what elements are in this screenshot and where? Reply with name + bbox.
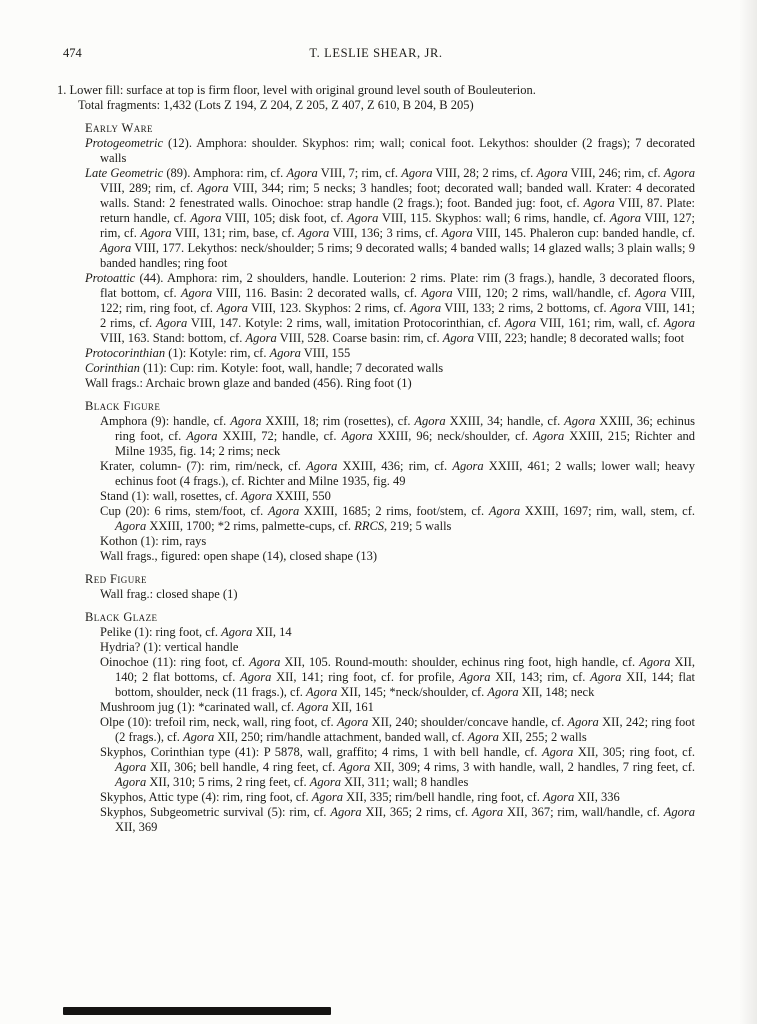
section-heading: Black Glaze [85, 610, 158, 624]
page-content [57, 46, 695, 835]
running-head: T. LESLIE SHEAR, JR. [309, 46, 443, 60]
catalog-entry: Protoattic (44). Amphora: rim, 2 shoulders, handle. Louterion: 2 rims. Plate: rim (3 frags.), handle, 3 decorated floors, flat bottom, cf. Agora VIII, 116. Basin: 2 decorated walls, cf. Agora VIII, 120; 2 rims, wall/handle, cf. Agora VIII, 122; rim, ring foot, cf. Agora VIII, 123. Skyphos: 2 rims, cf. Agora VIII, 133; 2 rims, 2 bottoms, cf. Agora VIII, 141; 2 rims, cf. Agora VIII, 147. Kotyle: 2 rims, wall, imitation Protocorinthian, cf. Agora VIII, 161; rim, wall, cf. Agora VIII, 163. Stand: bottom, cf. Agora VIII, 528. Coarse basin: rim, cf. Agora VIII, 223; handle; 8 decorated walls; foot [85, 271, 696, 345]
scan-artifact-bar [63, 1007, 331, 1015]
deposit-entry [57, 83, 695, 113]
entry-first-line [57, 83, 695, 98]
catalog-entry: Kothon (1): rim, rays [100, 534, 207, 548]
scan-edge-shading [739, 0, 757, 1024]
catalog-section [57, 610, 695, 835]
section-heading: Black Figure [85, 399, 161, 413]
entry-number: 1. [57, 83, 67, 97]
catalog-entry: Skyphos, Attic type (4): rim, ring foot, cf. Agora XII, 335; rim/bell handle, ring foot, cf. Agora XII, 336 [100, 790, 620, 804]
catalog-section [57, 399, 695, 564]
catalog-entry: Late Geometric (89). Amphora: rim, cf. Agora VIII, 7; rim, cf. Agora VIII, 28; 2 rims, cf. Agora VIII, 246; rim, cf. Agora VIII, 289; rim, cf. Agora VIII, 344; rim; 5 necks; 3 handles; foot; decorated wall; banded wall. Krater: 4 decorated walls. Stand: 2 fenestrated walls. Oinochoe: strap handle (2 frags.); foot. Banded jug: foot, cf. Agora VIII, 87. Plate: return handle, cf. Agora VIII, 105; disk foot, cf. Agora VIII, 115. Skyphos: wall; 6 rims, handle, cf. Agora VIII, 127; rim, cf. Agora VIII, 131; rim, base, cf. Agora VIII, 136; 3 rims, cf. Agora VIII, 145. Phaleron cup: banded handle, cf. Agora VIII, 177. Lekythos: neck/shoulder; 5 rims; 9 decorated walls; 4 banded walls; 14 glazed walls; 3 plain walls; 9 banded handles; ring foot [85, 166, 696, 270]
catalog-entry: Wall frag.: closed shape (1) [100, 587, 238, 601]
section-heading: Early Ware [85, 121, 153, 135]
catalog-section [57, 572, 695, 602]
catalog-entry: Skyphos, Corinthian type (41): P 5878, wall, graffito; 4 rims, 1 with bell handle, cf. Agora XII, 305; ring foot, cf. Agora XII, 306; bell handle, 4 ring feet, cf. Agora XII, 309; 4 rims, 3 with handle, wall, 2 handles, 7 ring feet, cf. Agora XII, 310; 5 rims, 2 ring feet, cf. Agora XII, 311; wall; 8 handles [100, 745, 696, 789]
catalog-entry: Skyphos, Subgeometric survival (5): rim, cf. Agora XII, 365; 2 rims, cf. Agora XII, 367; rim, wall/handle, cf. Agora XII, 369 [100, 805, 695, 834]
catalog-entry: Oinochoe (11): ring foot, cf. Agora XII, 105. Round-mouth: shoulder, echinus ring foot, high handle, cf. Agora XII, 140; 2 flat bottoms, cf. Agora XII, 141; ring foot, cf. for profile, Agora XII, 143; rim, cf. Agora XII, 144; flat bottom, shoulder, neck (11 frags.), cf. Agora XII, 145; *neck/shoulder, cf. Agora XII, 148; neck [100, 655, 695, 699]
catalog-entry: Amphora (9): handle, cf. Agora XXIII, 18; rim (rosettes), cf. Agora XXIII, 34; handle, cf. Agora XXIII, 36; echinus ring foot, cf. Agora XXIII, 72; handle, cf. Agora XXIII, 96; neck/shoulder, cf. Agora XXIII, 215; Richter and Milne 1935, fig. 14; 2 rims; neck [100, 414, 696, 458]
catalog-entry: Olpe (10): trefoil rim, neck, wall, ring foot, cf. Agora XII, 240; shoulder/concave handle, cf. Agora XII, 242; ring foot (2 frags.), cf. Agora XII, 250; rim/handle attachment, banded wall, cf. Agora XII, 255; 2 walls [100, 715, 695, 744]
catalog-entry: Cup (20): 6 rims, stem/foot, cf. Agora XXIII, 1685; 2 rims, foot/stem, cf. Agora XXIII, 1697; rim, wall, stem, cf. Agora XXIII, 1700; *2 rims, palmette-cups, cf. RRCS, 219; 5 walls [100, 504, 695, 533]
catalog-entry: Mushroom jug (1): *carinated wall, cf. Agora XII, 161 [100, 700, 374, 714]
catalog-entry: Wall frags.: Archaic brown glaze and banded (456). Ring foot (1) [85, 376, 412, 390]
catalog-entry: Protogeometric (12). Amphora: shoulder. Skyphos: rim; wall; conical foot. Lekythos: shoulder (2 frags); 7 decorated walls [85, 136, 695, 165]
page-header [57, 46, 695, 61]
entry-total-fragments: Total fragments: 1,432 (Lots Z 194, Z 204, Z 205, Z 407, Z 610, B 204, B 205) [78, 98, 474, 112]
catalog-entry: Protocorinthian (1): Kotyle: rim, cf. Agora VIII, 155 [85, 346, 351, 360]
catalog-entry: Hydria? (1): vertical handle [100, 640, 239, 654]
section-heading: Red Figure [85, 572, 147, 586]
catalog-entry: Corinthian (11): Cup: rim. Kotyle: foot, wall, handle; 7 decorated walls [85, 361, 444, 375]
entry-lead-text: Lower fill: surface at top is firm floor, level with original ground level south of Bouleuterion. [69, 83, 536, 97]
catalog-section [57, 121, 695, 391]
sections [57, 121, 695, 835]
catalog-entry: Pelike (1): ring foot, cf. Agora XII, 14 [100, 625, 292, 639]
catalog-entry: Stand (1): wall, rosettes, cf. Agora XXIII, 550 [100, 489, 331, 503]
catalog-entry: Krater, column- (7): rim, rim/neck, cf. Agora XXIII, 436; rim, cf. Agora XXIII, 461; 2 walls; lower wall; heavy echinus foot (4 frags.), cf. Richter and Milne 1935, fig. 49 [100, 459, 695, 488]
page-number: 474 [63, 46, 82, 60]
catalog-entry: Wall frags., figured: open shape (14), closed shape (13) [100, 549, 378, 563]
